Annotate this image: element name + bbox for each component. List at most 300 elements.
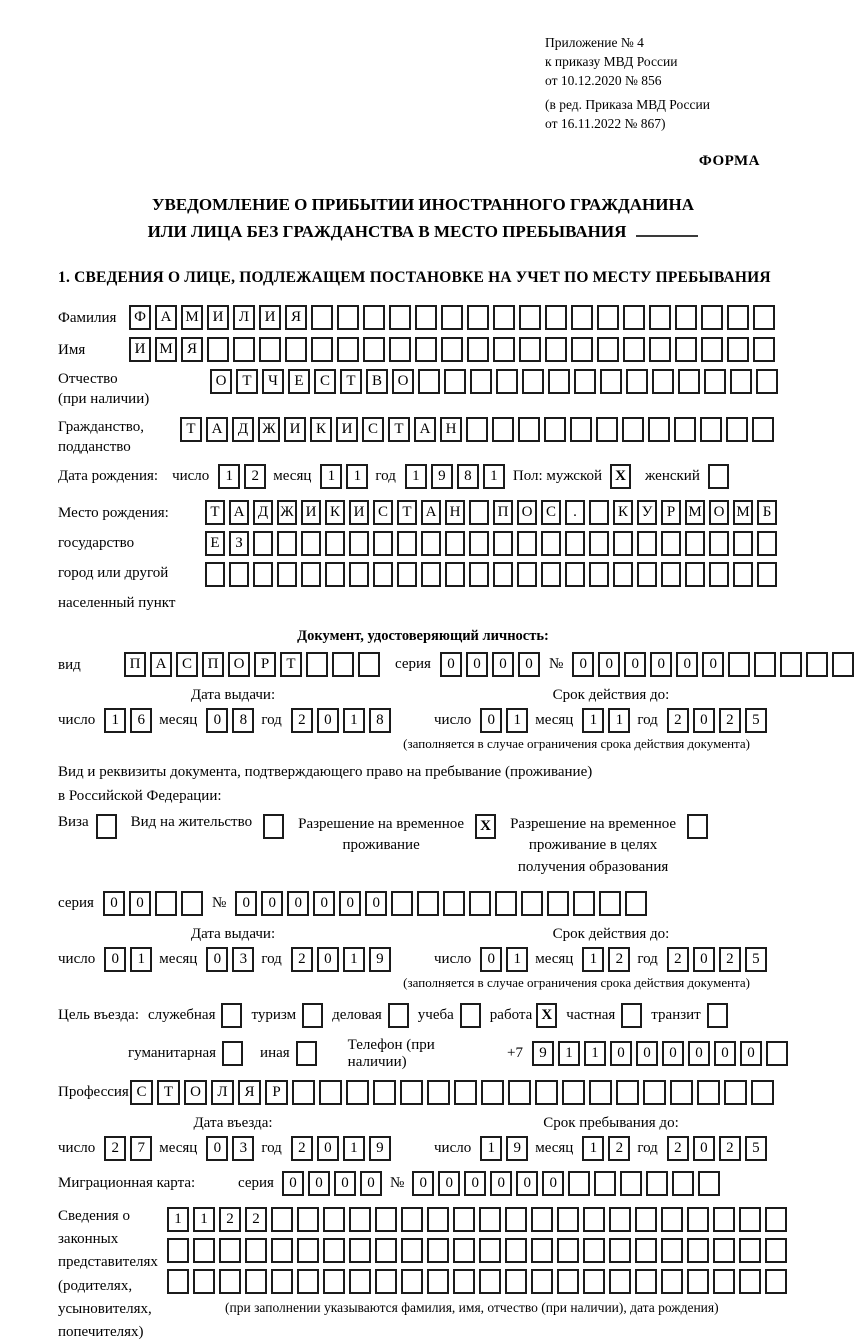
birth-place-cells-row3[interactable] bbox=[205, 562, 777, 587]
char-cell[interactable]: 0 bbox=[129, 891, 151, 916]
char-cell[interactable]: 2 bbox=[244, 464, 266, 489]
char-cell[interactable] bbox=[306, 652, 328, 677]
char-cell[interactable]: 2 bbox=[719, 1136, 741, 1161]
char-cell[interactable]: 0 bbox=[676, 652, 698, 677]
char-cell[interactable] bbox=[565, 531, 585, 556]
birth-day-cells[interactable] bbox=[218, 464, 266, 489]
char-cell[interactable] bbox=[589, 500, 609, 525]
char-cell[interactable]: 1 bbox=[480, 1136, 502, 1161]
entry-year-cells[interactable] bbox=[291, 1136, 391, 1161]
char-cell[interactable] bbox=[661, 562, 681, 587]
permit-issue-day-cells[interactable] bbox=[104, 947, 152, 972]
char-cell[interactable] bbox=[467, 305, 489, 330]
char-cell[interactable]: О bbox=[228, 652, 250, 677]
char-cell[interactable]: 0 bbox=[636, 1041, 658, 1066]
permit-expiry-month-cells[interactable] bbox=[582, 947, 630, 972]
char-cell[interactable]: 9 bbox=[431, 464, 453, 489]
patronymic-cells[interactable] bbox=[210, 369, 778, 394]
char-cell[interactable] bbox=[493, 337, 515, 362]
char-cell[interactable] bbox=[469, 891, 491, 916]
char-cell[interactable]: 2 bbox=[719, 708, 741, 733]
char-cell[interactable] bbox=[545, 305, 567, 330]
char-cell[interactable] bbox=[453, 1269, 475, 1294]
char-cell[interactable] bbox=[739, 1269, 761, 1294]
char-cell[interactable] bbox=[415, 305, 437, 330]
char-cell[interactable]: 0 bbox=[490, 1171, 512, 1196]
char-cell[interactable] bbox=[373, 562, 393, 587]
char-cell[interactable] bbox=[557, 1207, 579, 1232]
char-cell[interactable] bbox=[622, 417, 644, 442]
char-cell[interactable]: 0 bbox=[412, 1171, 434, 1196]
char-cell[interactable] bbox=[323, 1238, 345, 1263]
char-cell[interactable]: 8 bbox=[369, 708, 391, 733]
char-cell[interactable] bbox=[271, 1238, 293, 1263]
char-cell[interactable]: Ф bbox=[129, 305, 151, 330]
char-cell[interactable]: О bbox=[184, 1080, 207, 1105]
char-cell[interactable] bbox=[752, 417, 774, 442]
char-cell[interactable] bbox=[562, 1080, 585, 1105]
char-cell[interactable] bbox=[548, 369, 570, 394]
char-cell[interactable] bbox=[766, 1041, 788, 1066]
char-cell[interactable] bbox=[418, 369, 440, 394]
sex-male-checkbox[interactable]: X bbox=[610, 464, 631, 489]
char-cell[interactable]: 1 bbox=[218, 464, 240, 489]
char-cell[interactable]: 1 bbox=[582, 947, 604, 972]
char-cell[interactable] bbox=[685, 562, 705, 587]
char-cell[interactable] bbox=[701, 305, 723, 330]
permit-issue-month-cells[interactable] bbox=[206, 947, 254, 972]
char-cell[interactable] bbox=[637, 531, 657, 556]
char-cell[interactable] bbox=[541, 531, 561, 556]
char-cell[interactable]: С bbox=[373, 500, 393, 525]
char-cell[interactable]: 2 bbox=[608, 1136, 630, 1161]
char-cell[interactable]: 0 bbox=[287, 891, 309, 916]
char-cell[interactable] bbox=[349, 562, 369, 587]
char-cell[interactable]: 2 bbox=[219, 1207, 241, 1232]
char-cell[interactable] bbox=[753, 305, 775, 330]
char-cell[interactable] bbox=[637, 562, 657, 587]
char-cell[interactable]: Ж bbox=[277, 500, 297, 525]
char-cell[interactable] bbox=[397, 562, 417, 587]
char-cell[interactable] bbox=[375, 1238, 397, 1263]
char-cell[interactable]: 0 bbox=[365, 891, 387, 916]
doc-expiry-month-cells[interactable] bbox=[582, 708, 630, 733]
purpose-work-checkbox[interactable]: X bbox=[536, 1003, 557, 1028]
char-cell[interactable] bbox=[623, 337, 645, 362]
char-cell[interactable] bbox=[685, 531, 705, 556]
char-cell[interactable] bbox=[496, 369, 518, 394]
char-cell[interactable]: Я bbox=[238, 1080, 261, 1105]
purpose-humanitarian-checkbox[interactable] bbox=[222, 1041, 243, 1066]
char-cell[interactable] bbox=[635, 1207, 657, 1232]
char-cell[interactable] bbox=[508, 1080, 531, 1105]
entry-day-cells[interactable] bbox=[104, 1136, 152, 1161]
char-cell[interactable] bbox=[363, 337, 385, 362]
char-cell[interactable]: 0 bbox=[464, 1171, 486, 1196]
char-cell[interactable]: 6 bbox=[130, 708, 152, 733]
temp-permit-checkbox[interactable]: X bbox=[475, 814, 496, 839]
doc-issue-day-cells[interactable] bbox=[104, 708, 152, 733]
char-cell[interactable] bbox=[687, 1269, 709, 1294]
char-cell[interactable] bbox=[167, 1238, 189, 1263]
char-cell[interactable]: 1 bbox=[582, 1136, 604, 1161]
char-cell[interactable] bbox=[713, 1207, 735, 1232]
char-cell[interactable]: 5 bbox=[745, 1136, 767, 1161]
char-cell[interactable]: 0 bbox=[740, 1041, 762, 1066]
char-cell[interactable] bbox=[661, 1269, 683, 1294]
char-cell[interactable] bbox=[301, 562, 321, 587]
char-cell[interactable] bbox=[675, 337, 697, 362]
purpose-other-checkbox[interactable] bbox=[296, 1041, 317, 1066]
char-cell[interactable] bbox=[635, 1269, 657, 1294]
char-cell[interactable] bbox=[709, 531, 729, 556]
char-cell[interactable] bbox=[753, 337, 775, 362]
char-cell[interactable]: И bbox=[336, 417, 358, 442]
char-cell[interactable] bbox=[469, 500, 489, 525]
char-cell[interactable]: 9 bbox=[506, 1136, 528, 1161]
char-cell[interactable]: С bbox=[314, 369, 336, 394]
char-cell[interactable] bbox=[445, 562, 465, 587]
char-cell[interactable] bbox=[319, 1080, 342, 1105]
char-cell[interactable] bbox=[363, 305, 385, 330]
char-cell[interactable]: . bbox=[565, 500, 585, 525]
char-cell[interactable]: 0 bbox=[317, 708, 339, 733]
birth-place-cells-row2[interactable] bbox=[205, 531, 777, 556]
visa-checkbox[interactable] bbox=[96, 814, 117, 839]
char-cell[interactable]: 0 bbox=[261, 891, 283, 916]
char-cell[interactable]: 0 bbox=[518, 652, 540, 677]
char-cell[interactable]: Р bbox=[265, 1080, 288, 1105]
permit-number-cells[interactable] bbox=[235, 891, 647, 916]
char-cell[interactable]: 3 bbox=[232, 947, 254, 972]
char-cell[interactable] bbox=[573, 891, 595, 916]
char-cell[interactable] bbox=[323, 1207, 345, 1232]
char-cell[interactable] bbox=[401, 1207, 423, 1232]
char-cell[interactable] bbox=[687, 1207, 709, 1232]
char-cell[interactable] bbox=[253, 531, 273, 556]
stay-day-cells[interactable] bbox=[480, 1136, 528, 1161]
char-cell[interactable]: Л bbox=[233, 305, 255, 330]
char-cell[interactable] bbox=[643, 1080, 666, 1105]
char-cell[interactable]: 0 bbox=[598, 652, 620, 677]
char-cell[interactable] bbox=[479, 1269, 501, 1294]
char-cell[interactable] bbox=[479, 1238, 501, 1263]
char-cell[interactable] bbox=[583, 1238, 605, 1263]
char-cell[interactable] bbox=[733, 531, 753, 556]
char-cell[interactable] bbox=[648, 417, 670, 442]
char-cell[interactable] bbox=[311, 337, 333, 362]
char-cell[interactable] bbox=[219, 1238, 241, 1263]
char-cell[interactable]: К bbox=[325, 500, 345, 525]
citizenship-cells[interactable] bbox=[180, 417, 774, 442]
char-cell[interactable] bbox=[625, 891, 647, 916]
char-cell[interactable] bbox=[505, 1207, 527, 1232]
char-cell[interactable]: К bbox=[310, 417, 332, 442]
char-cell[interactable] bbox=[571, 337, 593, 362]
char-cell[interactable]: И bbox=[301, 500, 321, 525]
char-cell[interactable]: 9 bbox=[369, 947, 391, 972]
char-cell[interactable]: 0 bbox=[693, 1136, 715, 1161]
char-cell[interactable]: 2 bbox=[667, 708, 689, 733]
char-cell[interactable]: 8 bbox=[457, 464, 479, 489]
char-cell[interactable]: Н bbox=[440, 417, 462, 442]
char-cell[interactable] bbox=[441, 337, 463, 362]
char-cell[interactable] bbox=[594, 1171, 616, 1196]
permit-issue-year-cells[interactable] bbox=[291, 947, 391, 972]
char-cell[interactable] bbox=[349, 1269, 371, 1294]
birth-year-cells[interactable] bbox=[405, 464, 505, 489]
char-cell[interactable]: 0 bbox=[572, 652, 594, 677]
char-cell[interactable] bbox=[535, 1080, 558, 1105]
char-cell[interactable]: Д bbox=[232, 417, 254, 442]
char-cell[interactable] bbox=[522, 369, 544, 394]
char-cell[interactable] bbox=[730, 369, 752, 394]
char-cell[interactable] bbox=[337, 337, 359, 362]
char-cell[interactable] bbox=[649, 305, 671, 330]
char-cell[interactable]: Н bbox=[445, 500, 465, 525]
char-cell[interactable] bbox=[389, 337, 411, 362]
char-cell[interactable] bbox=[574, 369, 596, 394]
char-cell[interactable]: 2 bbox=[245, 1207, 267, 1232]
char-cell[interactable] bbox=[245, 1238, 267, 1263]
char-cell[interactable]: О bbox=[210, 369, 232, 394]
char-cell[interactable] bbox=[756, 369, 778, 394]
char-cell[interactable] bbox=[470, 369, 492, 394]
char-cell[interactable] bbox=[519, 305, 541, 330]
char-cell[interactable]: 0 bbox=[438, 1171, 460, 1196]
birth-place-cells-row1[interactable] bbox=[205, 500, 777, 525]
representatives-cells-row3[interactable] bbox=[167, 1269, 787, 1294]
char-cell[interactable]: 0 bbox=[317, 1136, 339, 1161]
char-cell[interactable]: 0 bbox=[466, 652, 488, 677]
char-cell[interactable] bbox=[635, 1238, 657, 1263]
char-cell[interactable]: М bbox=[685, 500, 705, 525]
purpose-business-checkbox[interactable] bbox=[221, 1003, 242, 1028]
char-cell[interactable]: 1 bbox=[343, 708, 365, 733]
char-cell[interactable]: 0 bbox=[542, 1171, 564, 1196]
given-name-cells[interactable] bbox=[129, 337, 775, 362]
char-cell[interactable] bbox=[545, 337, 567, 362]
char-cell[interactable]: Д bbox=[253, 500, 273, 525]
char-cell[interactable] bbox=[297, 1238, 319, 1263]
char-cell[interactable] bbox=[271, 1269, 293, 1294]
char-cell[interactable]: А bbox=[150, 652, 172, 677]
char-cell[interactable] bbox=[701, 337, 723, 362]
char-cell[interactable]: 1 bbox=[193, 1207, 215, 1232]
char-cell[interactable] bbox=[441, 305, 463, 330]
char-cell[interactable] bbox=[505, 1238, 527, 1263]
char-cell[interactable]: 1 bbox=[320, 464, 342, 489]
char-cell[interactable]: 0 bbox=[693, 708, 715, 733]
char-cell[interactable] bbox=[557, 1269, 579, 1294]
migration-series-cells[interactable] bbox=[282, 1171, 382, 1196]
char-cell[interactable] bbox=[205, 562, 225, 587]
char-cell[interactable]: 1 bbox=[167, 1207, 189, 1232]
char-cell[interactable] bbox=[253, 562, 273, 587]
char-cell[interactable] bbox=[832, 652, 854, 677]
char-cell[interactable] bbox=[469, 562, 489, 587]
char-cell[interactable]: И bbox=[284, 417, 306, 442]
char-cell[interactable] bbox=[609, 1269, 631, 1294]
char-cell[interactable] bbox=[421, 562, 441, 587]
char-cell[interactable]: Т bbox=[205, 500, 225, 525]
doc-number-cells[interactable] bbox=[572, 652, 854, 677]
char-cell[interactable] bbox=[401, 1269, 423, 1294]
char-cell[interactable]: М bbox=[733, 500, 753, 525]
char-cell[interactable] bbox=[332, 652, 354, 677]
char-cell[interactable] bbox=[245, 1269, 267, 1294]
char-cell[interactable]: 5 bbox=[745, 947, 767, 972]
char-cell[interactable]: А bbox=[414, 417, 436, 442]
char-cell[interactable] bbox=[454, 1080, 477, 1105]
char-cell[interactable]: 0 bbox=[714, 1041, 736, 1066]
char-cell[interactable] bbox=[492, 417, 514, 442]
char-cell[interactable]: Е bbox=[288, 369, 310, 394]
char-cell[interactable]: 2 bbox=[608, 947, 630, 972]
char-cell[interactable] bbox=[207, 337, 229, 362]
char-cell[interactable]: О bbox=[517, 500, 537, 525]
permit-expiry-day-cells[interactable] bbox=[480, 947, 528, 972]
char-cell[interactable] bbox=[417, 891, 439, 916]
char-cell[interactable] bbox=[229, 562, 249, 587]
char-cell[interactable] bbox=[337, 305, 359, 330]
char-cell[interactable] bbox=[391, 891, 413, 916]
char-cell[interactable] bbox=[193, 1269, 215, 1294]
char-cell[interactable]: Т bbox=[388, 417, 410, 442]
char-cell[interactable] bbox=[481, 1080, 504, 1105]
char-cell[interactable] bbox=[597, 305, 619, 330]
char-cell[interactable]: Т bbox=[157, 1080, 180, 1105]
char-cell[interactable]: К bbox=[613, 500, 633, 525]
char-cell[interactable]: П bbox=[493, 500, 513, 525]
doc-series-cells[interactable] bbox=[440, 652, 540, 677]
char-cell[interactable]: 0 bbox=[688, 1041, 710, 1066]
char-cell[interactable]: 0 bbox=[516, 1171, 538, 1196]
char-cell[interactable] bbox=[541, 562, 561, 587]
char-cell[interactable]: 0 bbox=[339, 891, 361, 916]
char-cell[interactable]: 1 bbox=[405, 464, 427, 489]
char-cell[interactable]: 1 bbox=[483, 464, 505, 489]
char-cell[interactable] bbox=[349, 1207, 371, 1232]
char-cell[interactable]: И bbox=[259, 305, 281, 330]
char-cell[interactable] bbox=[544, 417, 566, 442]
char-cell[interactable]: О bbox=[392, 369, 414, 394]
char-cell[interactable] bbox=[616, 1080, 639, 1105]
char-cell[interactable]: Т bbox=[280, 652, 302, 677]
char-cell[interactable]: 1 bbox=[608, 708, 630, 733]
char-cell[interactable] bbox=[780, 652, 802, 677]
char-cell[interactable] bbox=[652, 369, 674, 394]
char-cell[interactable] bbox=[739, 1238, 761, 1263]
char-cell[interactable]: 1 bbox=[343, 947, 365, 972]
char-cell[interactable] bbox=[445, 531, 465, 556]
char-cell[interactable] bbox=[297, 1269, 319, 1294]
char-cell[interactable]: Т bbox=[397, 500, 417, 525]
doc-type-cells[interactable] bbox=[124, 652, 380, 677]
char-cell[interactable] bbox=[698, 1171, 720, 1196]
char-cell[interactable] bbox=[733, 562, 753, 587]
char-cell[interactable] bbox=[765, 1207, 787, 1232]
char-cell[interactable] bbox=[623, 305, 645, 330]
permit-expiry-year-cells[interactable] bbox=[667, 947, 767, 972]
char-cell[interactable] bbox=[583, 1207, 605, 1232]
char-cell[interactable]: 2 bbox=[291, 947, 313, 972]
char-cell[interactable]: О bbox=[709, 500, 729, 525]
char-cell[interactable]: М bbox=[155, 337, 177, 362]
char-cell[interactable]: С bbox=[362, 417, 384, 442]
char-cell[interactable]: 1 bbox=[346, 464, 368, 489]
char-cell[interactable]: 0 bbox=[313, 891, 335, 916]
char-cell[interactable]: 0 bbox=[334, 1171, 356, 1196]
char-cell[interactable] bbox=[325, 562, 345, 587]
char-cell[interactable] bbox=[521, 891, 543, 916]
char-cell[interactable] bbox=[493, 531, 513, 556]
char-cell[interactable] bbox=[609, 1207, 631, 1232]
char-cell[interactable]: 0 bbox=[650, 652, 672, 677]
char-cell[interactable]: 0 bbox=[662, 1041, 684, 1066]
char-cell[interactable] bbox=[427, 1080, 450, 1105]
char-cell[interactable] bbox=[597, 337, 619, 362]
char-cell[interactable]: 0 bbox=[492, 652, 514, 677]
doc-expiry-year-cells[interactable] bbox=[667, 708, 767, 733]
char-cell[interactable] bbox=[626, 369, 648, 394]
char-cell[interactable]: М bbox=[181, 305, 203, 330]
char-cell[interactable]: 0 bbox=[480, 947, 502, 972]
char-cell[interactable] bbox=[565, 562, 585, 587]
char-cell[interactable] bbox=[713, 1269, 735, 1294]
char-cell[interactable] bbox=[479, 1207, 501, 1232]
purpose-transit-checkbox[interactable] bbox=[707, 1003, 728, 1028]
char-cell[interactable]: 0 bbox=[480, 708, 502, 733]
char-cell[interactable] bbox=[219, 1269, 241, 1294]
char-cell[interactable] bbox=[297, 1207, 319, 1232]
char-cell[interactable] bbox=[646, 1171, 668, 1196]
stay-year-cells[interactable] bbox=[667, 1136, 767, 1161]
char-cell[interactable]: 2 bbox=[667, 947, 689, 972]
char-cell[interactable] bbox=[401, 1238, 423, 1263]
char-cell[interactable] bbox=[724, 1080, 747, 1105]
char-cell[interactable] bbox=[609, 1238, 631, 1263]
char-cell[interactable] bbox=[311, 305, 333, 330]
char-cell[interactable] bbox=[397, 531, 417, 556]
char-cell[interactable] bbox=[193, 1238, 215, 1263]
char-cell[interactable]: Ж bbox=[258, 417, 280, 442]
char-cell[interactable]: 0 bbox=[206, 708, 228, 733]
char-cell[interactable] bbox=[493, 305, 515, 330]
char-cell[interactable] bbox=[596, 417, 618, 442]
char-cell[interactable] bbox=[495, 891, 517, 916]
char-cell[interactable] bbox=[271, 1207, 293, 1232]
char-cell[interactable] bbox=[389, 305, 411, 330]
char-cell[interactable]: Е bbox=[205, 531, 225, 556]
char-cell[interactable] bbox=[181, 891, 203, 916]
char-cell[interactable] bbox=[728, 652, 750, 677]
char-cell[interactable] bbox=[453, 1238, 475, 1263]
migration-number-cells[interactable] bbox=[412, 1171, 720, 1196]
char-cell[interactable] bbox=[678, 369, 700, 394]
char-cell[interactable]: 0 bbox=[317, 947, 339, 972]
surname-cells[interactable] bbox=[129, 305, 775, 330]
permit-series-cells[interactable] bbox=[103, 891, 203, 916]
char-cell[interactable]: 1 bbox=[506, 708, 528, 733]
char-cell[interactable] bbox=[277, 531, 297, 556]
char-cell[interactable] bbox=[517, 562, 537, 587]
char-cell[interactable]: 0 bbox=[282, 1171, 304, 1196]
char-cell[interactable] bbox=[277, 562, 297, 587]
char-cell[interactable]: 1 bbox=[130, 947, 152, 972]
char-cell[interactable]: 1 bbox=[343, 1136, 365, 1161]
char-cell[interactable]: У bbox=[637, 500, 657, 525]
